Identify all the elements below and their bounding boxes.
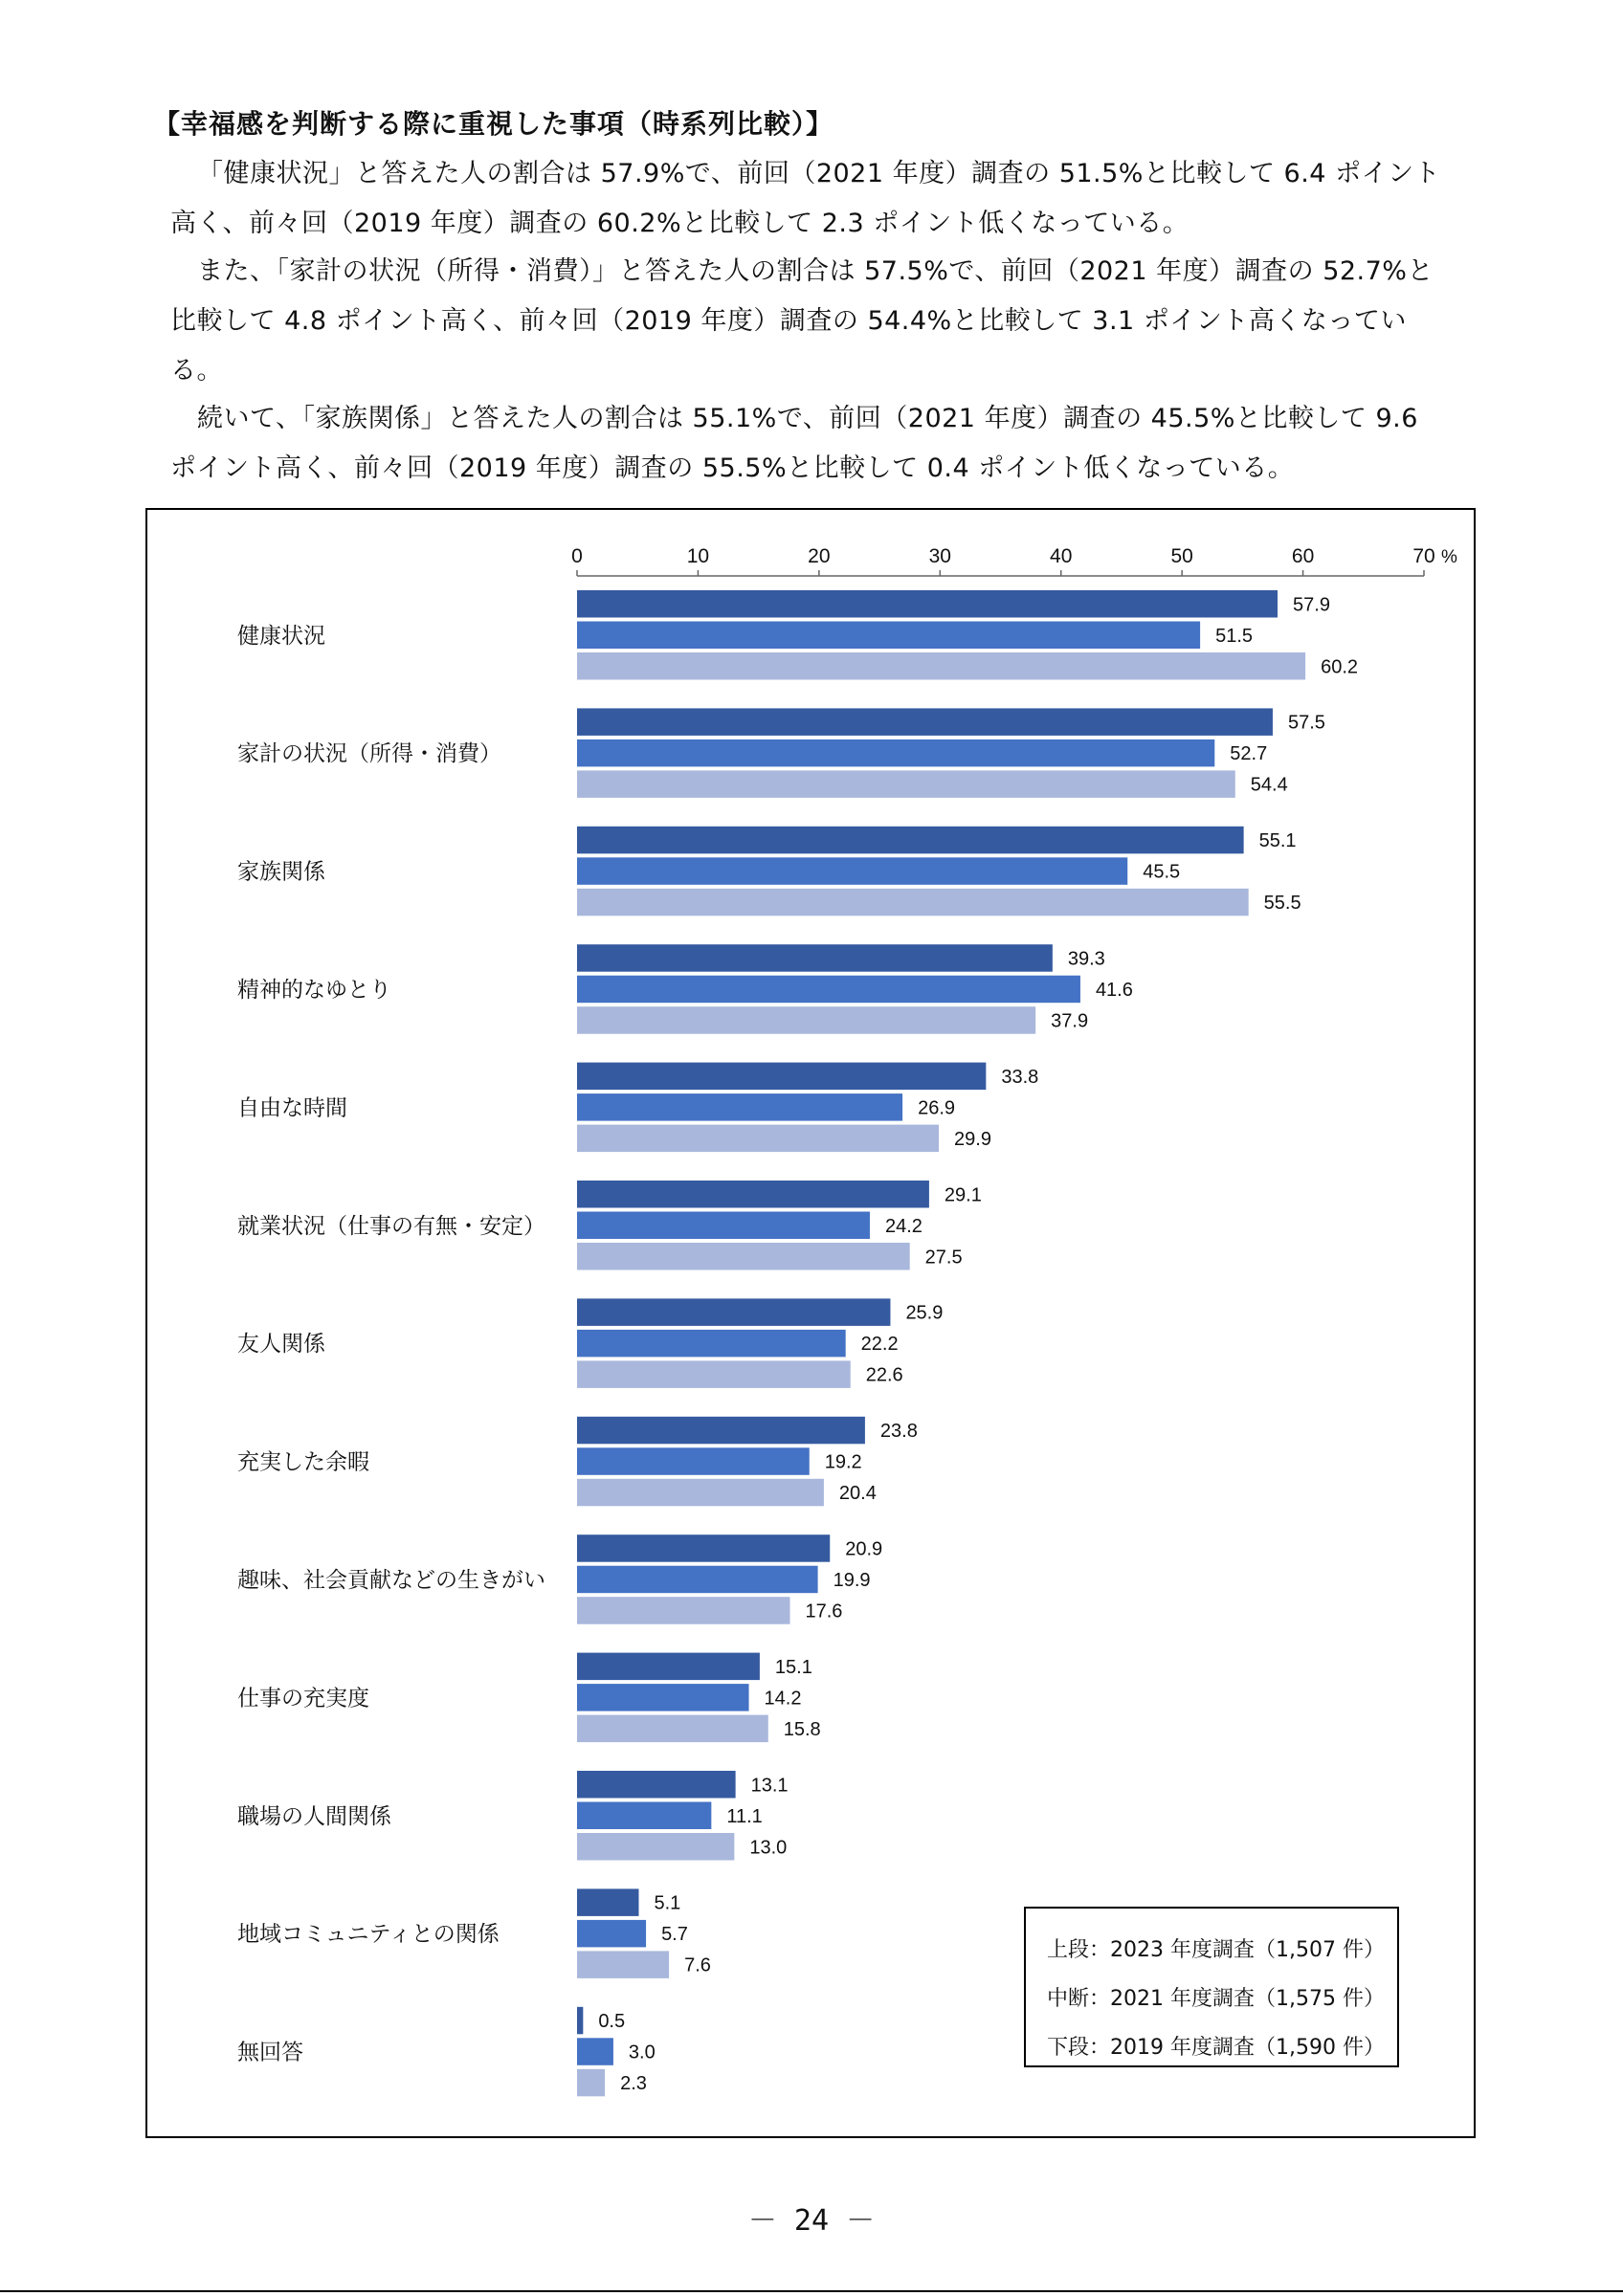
bar-2021 bbox=[577, 857, 1127, 885]
bar-2023 bbox=[577, 1653, 760, 1681]
bar-2019 bbox=[577, 1360, 851, 1388]
bar-2023 bbox=[577, 1771, 736, 1799]
bar-2019 bbox=[577, 1006, 1035, 1034]
x-tick-label: 0 bbox=[571, 545, 583, 567]
bar-2021 bbox=[577, 622, 1200, 650]
bar-2019 bbox=[577, 1479, 824, 1507]
bar-2019 bbox=[577, 1125, 939, 1153]
bar-value-label: 3.0 bbox=[628, 2042, 656, 2064]
bar-2023 bbox=[577, 708, 1273, 736]
section-heading: 【幸福感を判断する際に重視した事項（時系列比較）】 bbox=[153, 108, 834, 140]
bar-2023 bbox=[577, 1181, 929, 1208]
bar-value-label: 20.9 bbox=[845, 1538, 883, 1560]
bar-value-label: 55.5 bbox=[1263, 893, 1301, 915]
category-label: 家族関係 bbox=[237, 858, 325, 884]
bar-2023 bbox=[577, 1534, 830, 1562]
category-label: 自由な時間 bbox=[237, 1094, 347, 1120]
bar-value-label: 5.7 bbox=[661, 1924, 688, 1946]
page-number: － 24 － bbox=[747, 2204, 876, 2238]
bar-2021 bbox=[577, 1566, 818, 1594]
category-label: 職場の人間関係 bbox=[237, 1802, 391, 1828]
bar-value-label: 33.8 bbox=[1001, 1066, 1039, 1088]
paragraph-health: 「健康状況」と答えた人の割合は 57.9%で、前回（2021 年度）調査の 51.5%と比較して 6.4 ポイント高く、前々回（2019 年度）調査の 60.2%と比較して 2.3 ポイント低くなっている。 bbox=[170, 159, 1441, 238]
bar-value-label: 19.9 bbox=[833, 1569, 871, 1591]
bar-value-label: 19.2 bbox=[824, 1451, 862, 1473]
bar-value-label: 29.1 bbox=[944, 1184, 982, 1206]
bar-2019 bbox=[577, 889, 1249, 916]
bar-2021 bbox=[577, 1920, 646, 1948]
bar-value-label: 22.6 bbox=[865, 1364, 903, 1386]
x-tick-label: 40 bbox=[1050, 545, 1073, 567]
bar-2019 bbox=[577, 770, 1235, 798]
bar-value-label: 41.6 bbox=[1095, 979, 1133, 1001]
bar-value-label: 15.1 bbox=[774, 1656, 812, 1678]
bar-value-label: 7.6 bbox=[684, 1954, 711, 1976]
chart-frame bbox=[145, 508, 1476, 2138]
legend-item-2021: 中断：2021 年度調査（1,575 件） bbox=[1047, 1987, 1385, 2011]
category-label: 精神的なゆとり bbox=[237, 976, 391, 1002]
bar-2021 bbox=[577, 2038, 613, 2065]
bar-value-label: 37.9 bbox=[1051, 1010, 1089, 1032]
x-unit-label: % bbox=[1441, 547, 1457, 567]
bar-2023 bbox=[577, 944, 1053, 972]
bar-value-label: 57.5 bbox=[1287, 712, 1325, 734]
paragraph-household-finance: また、「家計の状況（所得・消費）」と答えた人の割合は 57.5%で、前回（2021 年度）調査の 52.7%と比較して 4.8 ポイント高く、前々回（2019 年度）調査の 54.4%と比較して 3.1 ポイント高くなっている。 bbox=[170, 256, 1434, 386]
bar-2019 bbox=[577, 1951, 669, 1977]
bar-2023 bbox=[577, 590, 1278, 618]
bar-2023 bbox=[577, 1888, 638, 1916]
x-tick-label: 50 bbox=[1170, 545, 1193, 567]
bar-2019 bbox=[577, 1597, 790, 1624]
bar-2019 bbox=[577, 652, 1305, 680]
category-label: 地域コミュニティとの関係 bbox=[237, 1921, 500, 1947]
bar-value-label: 13.0 bbox=[749, 1837, 788, 1859]
bar-value-label: 17.6 bbox=[805, 1601, 843, 1623]
x-tick-label: 20 bbox=[808, 545, 831, 567]
bar-2023 bbox=[577, 827, 1244, 854]
bar-value-label: 13.1 bbox=[750, 1775, 789, 1797]
bar-value-label: 26.9 bbox=[918, 1097, 956, 1119]
bar-value-label: 22.2 bbox=[860, 1334, 899, 1356]
x-tick-label: 30 bbox=[928, 545, 951, 567]
bar-value-label: 51.5 bbox=[1215, 625, 1254, 647]
bar-value-label: 5.1 bbox=[654, 1892, 681, 1914]
bar-2021 bbox=[577, 1684, 749, 1711]
chart-legend bbox=[1024, 1907, 1399, 2067]
bar-2019 bbox=[577, 1243, 910, 1270]
bar-value-label: 27.5 bbox=[924, 1247, 963, 1269]
bar-value-label: 25.9 bbox=[905, 1302, 944, 1324]
bar-value-label: 0.5 bbox=[598, 2011, 626, 2033]
category-label: 無回答 bbox=[237, 2039, 303, 2064]
bar-value-label: 11.1 bbox=[726, 1805, 763, 1827]
bar-value-label: 15.8 bbox=[783, 1718, 821, 1740]
bar-value-label: 29.9 bbox=[954, 1128, 991, 1150]
category-label: 仕事の充実度 bbox=[237, 1685, 369, 1711]
x-tick-label: 60 bbox=[1291, 545, 1315, 567]
paragraph-family: 続いて、「家族関係」と答えた人の割合は 55.1%で、前回（2021 年度）調査の 45.5%と比較して 9.6 ポイント高く、前々回（2019 年度）調査の 55.5%と比較して 0.4 ポイント低くなっている。 bbox=[170, 404, 1418, 483]
bar-value-label: 45.5 bbox=[1143, 861, 1181, 883]
category-label: 趣味、社会貢献などの生きがい bbox=[237, 1566, 545, 1592]
bar-value-label: 39.3 bbox=[1067, 948, 1105, 970]
bar-value-label: 57.9 bbox=[1293, 594, 1330, 616]
legend-item-2019: 下段：2019 年度調査（1,590 件） bbox=[1047, 2036, 1385, 2060]
bar-value-label: 14.2 bbox=[764, 1688, 802, 1710]
bar-value-label: 23.8 bbox=[879, 1421, 918, 1443]
bar-2021 bbox=[577, 1802, 711, 1830]
bar-2021 bbox=[577, 976, 1080, 1003]
bar-2023 bbox=[577, 2007, 583, 2035]
bar-value-label: 52.7 bbox=[1230, 743, 1268, 765]
bar-2023 bbox=[577, 1298, 890, 1326]
category-label: 充実した余暇 bbox=[237, 1448, 369, 1474]
bar-2021 bbox=[577, 1093, 902, 1121]
bar-2021 bbox=[577, 740, 1214, 767]
category-label: 家計の状況（所得・消費） bbox=[237, 740, 501, 766]
bar-2019 bbox=[577, 1833, 734, 1861]
x-tick-label: 70 bbox=[1412, 545, 1435, 567]
x-tick-label: 10 bbox=[686, 545, 710, 567]
bar-chart bbox=[147, 510, 1474, 2136]
bar-2019 bbox=[577, 1715, 768, 1743]
bar-2023 bbox=[577, 1063, 986, 1091]
category-label: 就業状況（仕事の有無・安定） bbox=[237, 1212, 545, 1238]
bar-2021 bbox=[577, 1330, 846, 1358]
bar-2019 bbox=[577, 2069, 605, 2097]
bar-2023 bbox=[577, 1417, 865, 1445]
bar-value-label: 55.1 bbox=[1258, 830, 1297, 852]
bar-value-label: 20.4 bbox=[838, 1483, 877, 1505]
legend-item-2023: 上段：2023 年度調査（1,507 件） bbox=[1047, 1938, 1385, 1962]
bar-value-label: 60.2 bbox=[1321, 656, 1359, 678]
bar-value-label: 54.4 bbox=[1250, 774, 1288, 796]
bar-2021 bbox=[577, 1212, 870, 1240]
category-label: 健康状況 bbox=[237, 622, 325, 648]
bottom-rule bbox=[0, 2290, 1623, 2292]
bar-value-label: 2.3 bbox=[620, 2073, 647, 2095]
bar-value-label: 24.2 bbox=[884, 1215, 923, 1237]
bar-2021 bbox=[577, 1447, 810, 1475]
category-label: 友人関係 bbox=[237, 1331, 325, 1357]
